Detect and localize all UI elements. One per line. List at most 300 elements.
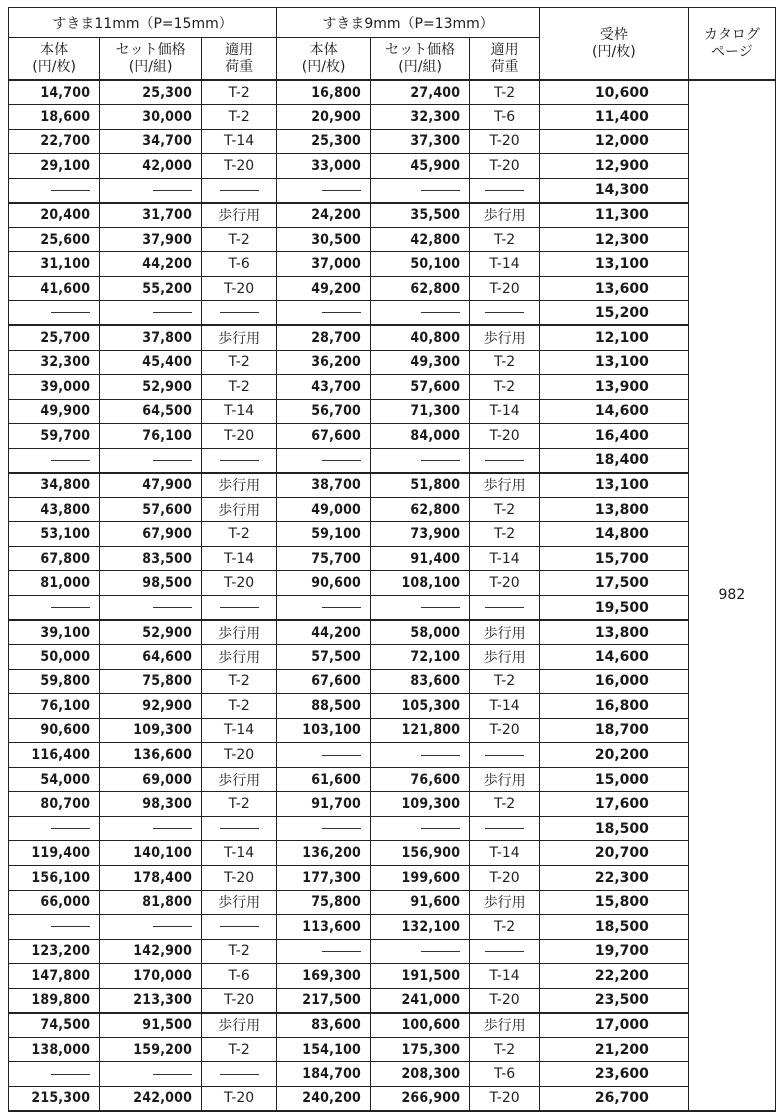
cell-frame-price: 13,100 <box>539 473 688 498</box>
cell-load-11: 歩行用 <box>202 1013 277 1038</box>
cell-frame-price: 21,200 <box>539 1037 688 1062</box>
cell-set-price-11: 42,000 <box>100 154 202 179</box>
cell-set-price-9: 71,300 <box>371 399 470 424</box>
table-row <box>9 571 776 596</box>
cell-load-11: T-2 <box>202 1037 277 1062</box>
cell-set-price-9: 266,900 <box>371 1086 470 1111</box>
cell-unit-price-11 <box>9 301 100 326</box>
cell-load-9: 歩行用 <box>470 325 540 350</box>
cell-unit-price-9 <box>277 301 371 326</box>
cell-frame-price: 12,300 <box>539 227 688 252</box>
cell-set-price-11: 140,100 <box>100 841 202 866</box>
cell-load-11: 歩行用 <box>202 203 277 228</box>
header-load-9 <box>470 38 540 81</box>
cell-unit-price-11: 119,400 <box>9 841 100 866</box>
cell-frame-price: 15,800 <box>539 890 688 915</box>
table-row <box>9 80 776 105</box>
cell-unit-price-11: 25,700 <box>9 325 100 350</box>
cell-frame-price: 18,400 <box>539 448 688 473</box>
cell-frame-price: 17,600 <box>539 792 688 817</box>
table-row <box>9 203 776 228</box>
cell-load-9: 歩行用 <box>470 890 540 915</box>
table-row <box>9 694 776 719</box>
cell-frame-price: 23,500 <box>539 988 688 1013</box>
cell-set-price-11: 91,500 <box>100 1013 202 1038</box>
cell-unit-price-9: 177,300 <box>277 866 371 891</box>
cell-load-9: T-14 <box>470 964 540 989</box>
header-load-11-line2: 荷重 <box>225 58 254 75</box>
cell-unit-price-11: 54,000 <box>9 767 100 792</box>
cell-load-11: T-2 <box>202 669 277 694</box>
cell-load-11 <box>202 816 277 841</box>
cell-frame-price: 12,900 <box>539 154 688 179</box>
table-row <box>9 473 776 498</box>
table-row <box>9 424 776 449</box>
header-frame <box>539 8 688 81</box>
cell-unit-price-9: 28,700 <box>277 325 371 350</box>
cell-load-9: T-20 <box>470 1086 540 1111</box>
cell-load-9: 歩行用 <box>470 645 540 670</box>
cell-set-price-9: 108,100 <box>371 571 470 596</box>
cell-unit-price-9 <box>277 816 371 841</box>
cell-frame-price: 16,800 <box>539 694 688 719</box>
cell-load-11: 歩行用 <box>202 645 277 670</box>
cell-load-11: T-20 <box>202 988 277 1013</box>
cell-set-price-9 <box>371 178 470 203</box>
cell-unit-price-9: 113,600 <box>277 915 371 940</box>
cell-frame-price: 15,200 <box>539 301 688 326</box>
dash-mark <box>51 190 90 191</box>
cell-unit-price-9: 217,500 <box>277 988 371 1013</box>
cell-load-9: T-14 <box>470 399 540 424</box>
cell-unit-price-11: 66,000 <box>9 890 100 915</box>
header-gap-11mm: すきま11mm（P=15mm） <box>9 8 277 38</box>
dash-mark <box>220 312 259 313</box>
cell-set-price-9: 83,600 <box>371 669 470 694</box>
cell-set-price-11: 45,400 <box>100 350 202 375</box>
dash-mark <box>485 755 524 756</box>
cell-unit-price-11: 90,600 <box>9 718 100 743</box>
cell-load-11: T-14 <box>202 718 277 743</box>
cell-load-11 <box>202 178 277 203</box>
header-unit-price-9-line2: (円/枚) <box>301 58 346 75</box>
cell-frame-price: 20,200 <box>539 743 688 768</box>
cell-unit-price-9: 33,000 <box>277 154 371 179</box>
cell-unit-price-11: 74,500 <box>9 1013 100 1038</box>
header-unit-price-11 <box>9 38 100 81</box>
cell-load-9: T-20 <box>470 718 540 743</box>
cell-unit-price-9 <box>277 448 371 473</box>
dash-mark <box>322 190 361 191</box>
cell-set-price-11 <box>100 448 202 473</box>
cell-unit-price-9 <box>277 178 371 203</box>
header-load-9-line2: 荷重 <box>490 58 519 75</box>
cell-load-9 <box>470 301 540 326</box>
table-row <box>9 154 776 179</box>
cell-unit-price-11: 59,800 <box>9 669 100 694</box>
cell-unit-price-9: 91,700 <box>277 792 371 817</box>
cell-load-9: T-20 <box>470 866 540 891</box>
cell-unit-price-9: 30,500 <box>277 227 371 252</box>
cell-load-9: 歩行用 <box>470 620 540 645</box>
cell-unit-price-11 <box>9 1062 100 1087</box>
cell-unit-price-11: 50,000 <box>9 645 100 670</box>
cell-set-price-9: 241,000 <box>371 988 470 1013</box>
cell-set-price-11: 57,600 <box>100 497 202 522</box>
cell-load-11: T-2 <box>202 792 277 817</box>
cell-frame-price: 11,400 <box>539 105 688 130</box>
cell-frame-price: 14,800 <box>539 522 688 547</box>
cell-set-price-9 <box>371 743 470 768</box>
dash-mark <box>220 1074 259 1075</box>
cell-set-price-11: 69,000 <box>100 767 202 792</box>
dash-mark <box>485 312 524 313</box>
table-row <box>9 816 776 841</box>
cell-load-9: T-2 <box>470 522 540 547</box>
cell-load-11: T-6 <box>202 964 277 989</box>
cell-set-price-11: 37,900 <box>100 227 202 252</box>
cell-set-price-11: 170,000 <box>100 964 202 989</box>
cell-unit-price-9: 44,200 <box>277 620 371 645</box>
cell-unit-price-9: 83,600 <box>277 1013 371 1038</box>
cell-unit-price-9: 25,300 <box>277 129 371 154</box>
cell-set-price-9 <box>371 816 470 841</box>
cell-set-price-11: 64,600 <box>100 645 202 670</box>
table-row <box>9 252 776 277</box>
dash-mark <box>485 460 524 461</box>
cell-load-9 <box>470 939 540 964</box>
header-unit-price-9-line1: 本体 <box>309 41 338 58</box>
cell-set-price-11: 159,200 <box>100 1037 202 1062</box>
cell-set-price-11: 98,300 <box>100 792 202 817</box>
cell-set-price-9: 72,100 <box>371 645 470 670</box>
cell-load-11 <box>202 301 277 326</box>
table-row <box>9 276 776 301</box>
dash-mark <box>485 828 524 829</box>
cell-set-price-11: 142,900 <box>100 939 202 964</box>
dash-mark <box>322 460 361 461</box>
cell-unit-price-11: 116,400 <box>9 743 100 768</box>
cell-frame-price: 13,800 <box>539 620 688 645</box>
dash-mark <box>421 312 460 313</box>
cell-load-11: T-20 <box>202 571 277 596</box>
cell-unit-price-9: 88,500 <box>277 694 371 719</box>
cell-unit-price-11: 31,100 <box>9 252 100 277</box>
cell-load-11: T-20 <box>202 154 277 179</box>
header-catalog-line2: ページ <box>711 43 753 60</box>
table-row <box>9 1062 776 1087</box>
cell-set-price-11: 30,000 <box>100 105 202 130</box>
cell-load-11: T-2 <box>202 939 277 964</box>
cell-set-price-9: 191,500 <box>371 964 470 989</box>
dash-mark <box>421 190 460 191</box>
cell-unit-price-11: 32,300 <box>9 350 100 375</box>
cell-set-price-11: 92,900 <box>100 694 202 719</box>
cell-set-price-11: 31,700 <box>100 203 202 228</box>
dash-mark <box>485 607 524 608</box>
header-set-price-11-line1: セット価格 <box>115 41 186 58</box>
table-row <box>9 866 776 891</box>
dash-mark <box>220 828 259 829</box>
cell-unit-price-11: 156,100 <box>9 866 100 891</box>
cell-load-11: T-20 <box>202 866 277 891</box>
table-row <box>9 448 776 473</box>
dash-mark <box>51 926 90 927</box>
dash-mark <box>322 312 361 313</box>
cell-set-price-11: 64,500 <box>100 399 202 424</box>
header-catalog-line1: カタログ <box>703 26 760 43</box>
cell-load-9: T-20 <box>470 276 540 301</box>
cell-frame-price: 14,600 <box>539 399 688 424</box>
cell-load-11: 歩行用 <box>202 325 277 350</box>
cell-set-price-9: 175,300 <box>371 1037 470 1062</box>
cell-frame-price: 22,300 <box>539 866 688 891</box>
cell-frame-price: 10,600 <box>539 80 688 105</box>
cell-load-11: T-2 <box>202 227 277 252</box>
cell-unit-price-11: 18,600 <box>9 105 100 130</box>
table-row <box>9 669 776 694</box>
cell-set-price-11: 52,900 <box>100 620 202 645</box>
cell-load-9: T-14 <box>470 694 540 719</box>
table-row <box>9 105 776 130</box>
cell-load-11: 歩行用 <box>202 767 277 792</box>
cell-set-price-9: 27,400 <box>371 80 470 105</box>
cell-frame-price: 13,600 <box>539 276 688 301</box>
header-frame-line2: (円/枚) <box>592 43 636 60</box>
dash-mark <box>153 607 192 608</box>
cell-unit-price-9: 49,000 <box>277 497 371 522</box>
cell-set-price-11: 178,400 <box>100 866 202 891</box>
price-table <box>8 7 776 1112</box>
dash-mark <box>153 926 192 927</box>
cell-frame-price: 17,000 <box>539 1013 688 1038</box>
cell-load-11: T-2 <box>202 375 277 400</box>
table-row <box>9 399 776 424</box>
cell-load-9: T-2 <box>470 792 540 817</box>
dash-mark <box>421 828 460 829</box>
header-set-price-9 <box>371 38 470 81</box>
dash-mark <box>322 607 361 608</box>
cell-load-9: T-20 <box>470 988 540 1013</box>
table-row <box>9 497 776 522</box>
cell-unit-price-11 <box>9 816 100 841</box>
header-catalog <box>688 8 775 81</box>
cell-unit-price-11 <box>9 448 100 473</box>
cell-set-price-9: 132,100 <box>371 915 470 940</box>
cell-set-price-11 <box>100 178 202 203</box>
cell-set-price-9: 199,600 <box>371 866 470 891</box>
cell-set-price-11 <box>100 816 202 841</box>
cell-unit-price-9 <box>277 595 371 620</box>
header-set-price-9-line2: (円/組) <box>398 58 442 75</box>
cell-set-price-9: 57,600 <box>371 375 470 400</box>
cell-unit-price-11: 123,200 <box>9 939 100 964</box>
table-row <box>9 841 776 866</box>
cell-set-price-9 <box>371 939 470 964</box>
header-unit-price-11-line2: (円/枚) <box>32 58 76 75</box>
table-row <box>9 743 776 768</box>
cell-set-price-11: 52,900 <box>100 375 202 400</box>
table-row <box>9 890 776 915</box>
cell-set-price-9: 62,800 <box>371 497 470 522</box>
cell-set-price-9: 40,800 <box>371 325 470 350</box>
dash-mark <box>220 460 259 461</box>
cell-frame-price: 13,900 <box>539 375 688 400</box>
cell-load-11: T-20 <box>202 1086 277 1111</box>
cell-set-price-11: 76,100 <box>100 424 202 449</box>
dash-mark <box>485 190 524 191</box>
table-row <box>9 178 776 203</box>
cell-set-price-9: 51,800 <box>371 473 470 498</box>
cell-unit-price-11: 59,700 <box>9 424 100 449</box>
cell-load-11 <box>202 595 277 620</box>
header-set-price-9-line1: セット価格 <box>385 41 456 58</box>
cell-set-price-11: 44,200 <box>100 252 202 277</box>
cell-unit-price-9: 43,700 <box>277 375 371 400</box>
cell-frame-price: 23,600 <box>539 1062 688 1087</box>
cell-frame-price: 17,500 <box>539 571 688 596</box>
cell-unit-price-11: 53,100 <box>9 522 100 547</box>
cell-set-price-11: 83,500 <box>100 546 202 571</box>
cell-unit-price-11: 22,700 <box>9 129 100 154</box>
table-row <box>9 1086 776 1111</box>
cell-set-price-9: 73,900 <box>371 522 470 547</box>
table-row <box>9 595 776 620</box>
cell-unit-price-11: 138,000 <box>9 1037 100 1062</box>
cell-frame-price: 12,000 <box>539 129 688 154</box>
cell-load-11: T-14 <box>202 399 277 424</box>
table-row <box>9 350 776 375</box>
header-gap-9mm: すきま9mm（P=13mm） <box>277 8 540 38</box>
table-row <box>9 546 776 571</box>
cell-load-11: T-2 <box>202 350 277 375</box>
dash-mark <box>421 460 460 461</box>
cell-unit-price-9: 49,200 <box>277 276 371 301</box>
cell-unit-price-11: 189,800 <box>9 988 100 1013</box>
cell-unit-price-9: 67,600 <box>277 424 371 449</box>
cell-set-price-11: 136,600 <box>100 743 202 768</box>
cell-load-9: 歩行用 <box>470 203 540 228</box>
cell-load-9 <box>470 595 540 620</box>
cell-unit-price-9: 57,500 <box>277 645 371 670</box>
cell-unit-price-11: 14,700 <box>9 80 100 105</box>
cell-load-11: T-20 <box>202 276 277 301</box>
cell-load-9: T-14 <box>470 841 540 866</box>
cell-unit-price-11: 39,000 <box>9 375 100 400</box>
cell-unit-price-11: 80,700 <box>9 792 100 817</box>
cell-load-11: T-14 <box>202 546 277 571</box>
table-row <box>9 792 776 817</box>
dash-mark <box>153 460 192 461</box>
cell-load-11: T-20 <box>202 424 277 449</box>
cell-set-price-11: 37,800 <box>100 325 202 350</box>
cell-set-price-9: 208,300 <box>371 1062 470 1087</box>
dash-mark <box>51 312 90 313</box>
table-row <box>9 939 776 964</box>
cell-unit-price-9: 154,100 <box>277 1037 371 1062</box>
cell-unit-price-11: 29,100 <box>9 154 100 179</box>
cell-set-price-9 <box>371 595 470 620</box>
cell-unit-price-9: 36,200 <box>277 350 371 375</box>
catalog-page-number: 982 <box>688 80 775 1111</box>
cell-unit-price-9: 16,800 <box>277 80 371 105</box>
cell-load-9: 歩行用 <box>470 767 540 792</box>
cell-set-price-11: 55,200 <box>100 276 202 301</box>
table-row <box>9 620 776 645</box>
cell-set-price-9: 49,300 <box>371 350 470 375</box>
dash-mark <box>421 951 460 952</box>
cell-load-9: T-2 <box>470 915 540 940</box>
cell-unit-price-9: 75,800 <box>277 890 371 915</box>
cell-unit-price-9: 75,700 <box>277 546 371 571</box>
cell-load-11: T-2 <box>202 694 277 719</box>
cell-load-9: T-6 <box>470 105 540 130</box>
cell-load-9 <box>470 178 540 203</box>
dash-mark <box>153 312 192 313</box>
cell-frame-price: 11,300 <box>539 203 688 228</box>
table-row <box>9 915 776 940</box>
cell-frame-price: 14,300 <box>539 178 688 203</box>
header-load-11-line1: 適用 <box>225 41 254 58</box>
cell-load-9: T-2 <box>470 497 540 522</box>
dash-mark <box>220 926 259 927</box>
header-unit-price-11-line1: 本体 <box>40 41 69 58</box>
cell-load-11 <box>202 448 277 473</box>
cell-set-price-9: 42,800 <box>371 227 470 252</box>
cell-unit-price-9 <box>277 743 371 768</box>
cell-set-price-11: 34,700 <box>100 129 202 154</box>
cell-load-11: T-2 <box>202 522 277 547</box>
cell-set-price-9: 109,300 <box>371 792 470 817</box>
table-row <box>9 767 776 792</box>
cell-load-9: T-2 <box>470 350 540 375</box>
header-set-price-11 <box>100 38 202 81</box>
cell-set-price-11: 47,900 <box>100 473 202 498</box>
cell-frame-price: 16,400 <box>539 424 688 449</box>
cell-unit-price-11: 39,100 <box>9 620 100 645</box>
cell-frame-price: 15,700 <box>539 546 688 571</box>
table-row <box>9 227 776 252</box>
dash-mark <box>421 607 460 608</box>
cell-unit-price-11: 67,800 <box>9 546 100 571</box>
cell-set-price-11: 75,800 <box>100 669 202 694</box>
cell-unit-price-9: 61,600 <box>277 767 371 792</box>
cell-unit-price-9: 90,600 <box>277 571 371 596</box>
cell-unit-price-11: 49,900 <box>9 399 100 424</box>
dash-mark <box>421 755 460 756</box>
cell-set-price-11 <box>100 1062 202 1087</box>
cell-set-price-9: 50,100 <box>371 252 470 277</box>
cell-frame-price: 19,700 <box>539 939 688 964</box>
cell-set-price-9: 91,600 <box>371 890 470 915</box>
cell-unit-price-11: 215,300 <box>9 1086 100 1111</box>
cell-load-9 <box>470 743 540 768</box>
cell-unit-price-9: 59,100 <box>277 522 371 547</box>
cell-load-9: T-6 <box>470 1062 540 1087</box>
table-row <box>9 129 776 154</box>
cell-unit-price-11 <box>9 178 100 203</box>
cell-load-11: 歩行用 <box>202 473 277 498</box>
dash-mark <box>51 460 90 461</box>
table-row <box>9 645 776 670</box>
cell-load-11 <box>202 1062 277 1087</box>
cell-set-price-11: 109,300 <box>100 718 202 743</box>
cell-set-price-9: 62,800 <box>371 276 470 301</box>
table-row <box>9 522 776 547</box>
dash-mark <box>51 1074 90 1075</box>
cell-frame-price: 15,000 <box>539 767 688 792</box>
cell-set-price-11: 81,800 <box>100 890 202 915</box>
